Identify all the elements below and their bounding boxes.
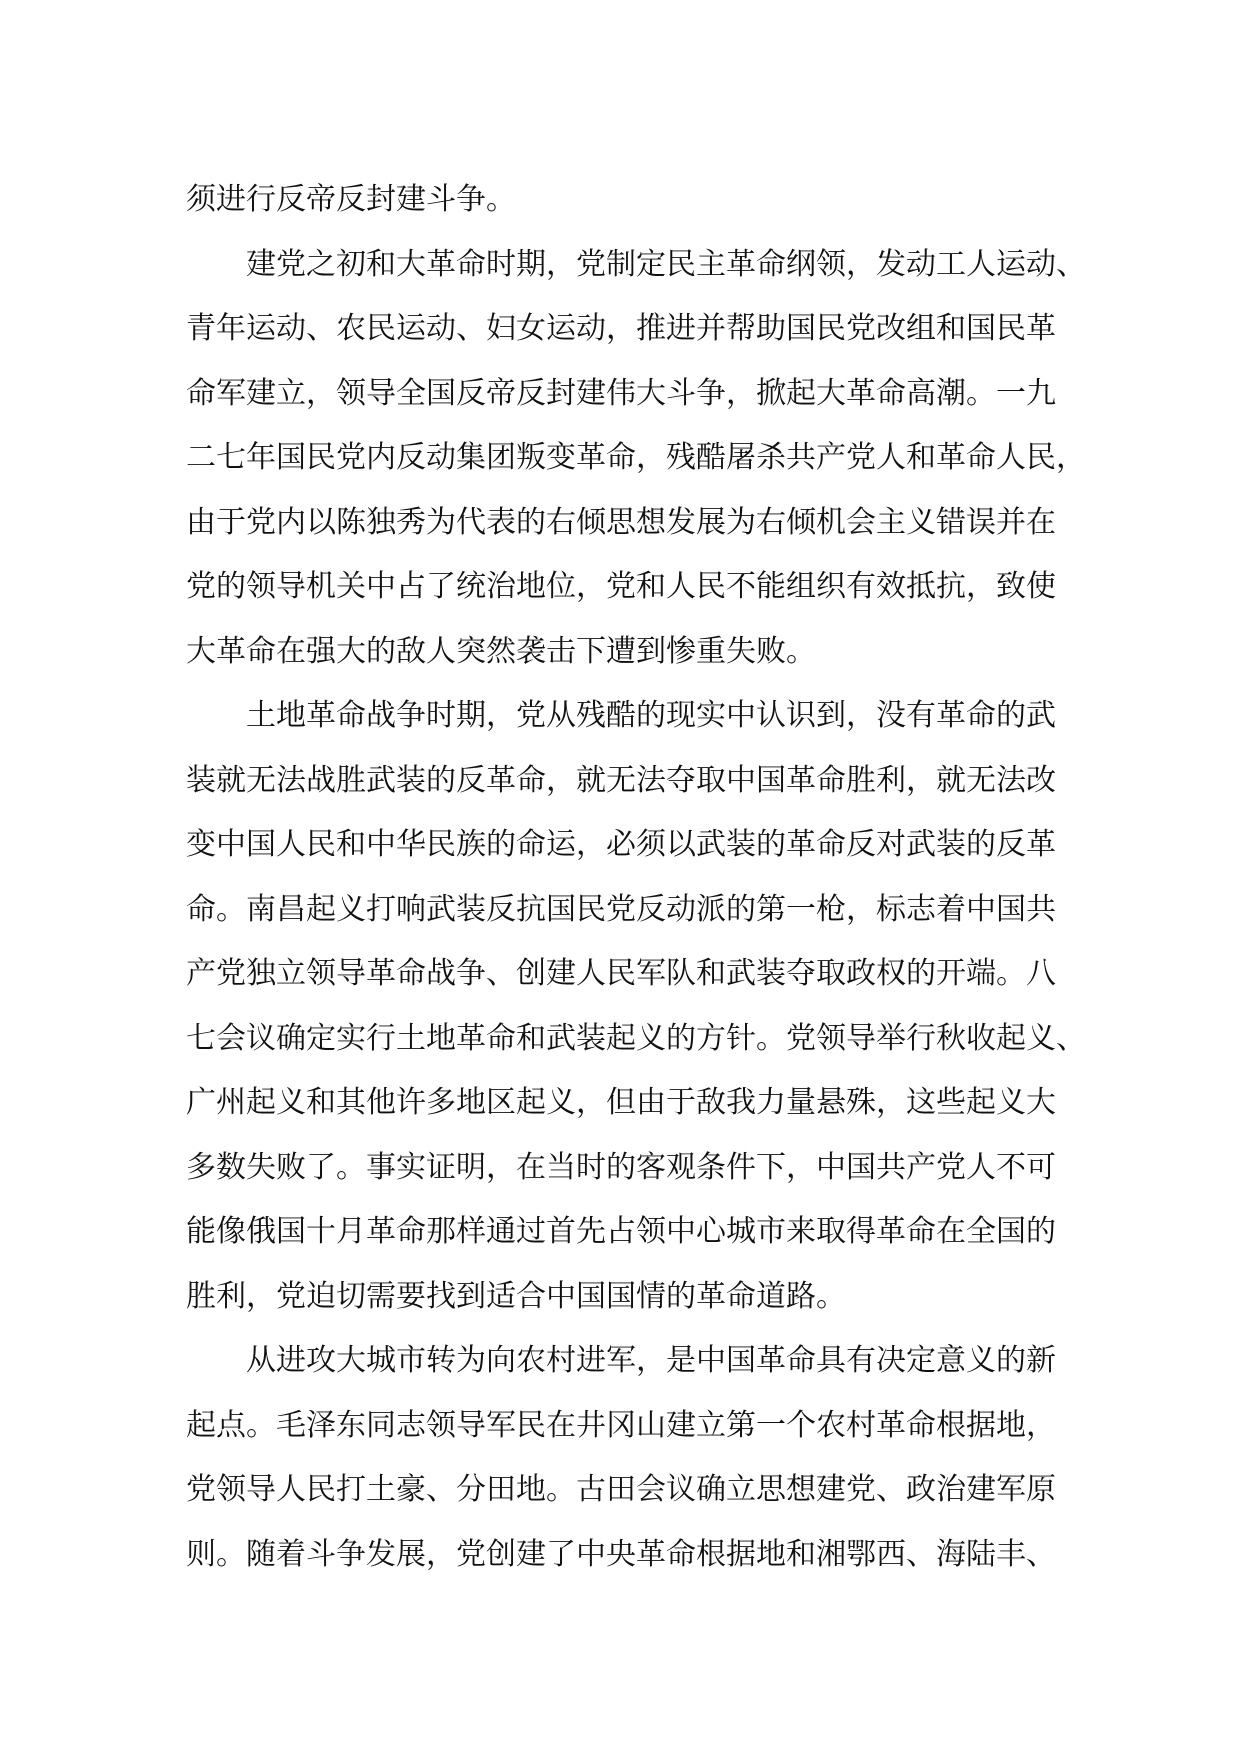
text-line: 青年运动、农民运动、妇女运动，推进并帮助国民党改组和国民革 bbox=[186, 311, 1056, 346]
text-line: 广州起义和其他许多地区起义，但由于敌我力量悬殊，这些起义大 bbox=[186, 1085, 1056, 1120]
text-line: 命军建立，领导全国反帝反封建伟大斗争，掀起大革命高潮。一九 bbox=[186, 375, 1056, 411]
paragraph-first-line: 建党之初和大革命时期，党制定民主革命纲领，发动工人运动、 bbox=[246, 246, 1086, 282]
text-line: 则。随着斗争发展，党创建了中央革命根据地和湘鄂西、海陆丰、 bbox=[186, 1536, 1056, 1572]
text-line: 命。南昌起义打响武装反抗国民党反动派的第一枪，标志着中国共 bbox=[186, 891, 1056, 927]
text-line: 起点。毛泽东同志领导军民在井冈山建立第一个农村革命根据地， bbox=[186, 1407, 1056, 1443]
text-line: 由于党内以陈独秀为代表的右倾思想发展为右倾机会主义错误并在 bbox=[186, 504, 1056, 540]
text-line: 能像俄国十月革命那样通过首先占领中心城市来取得革命在全国的 bbox=[186, 1214, 1056, 1249]
text-line: 胜利，党迫切需要找到适合中国国情的革命道路。 bbox=[186, 1278, 846, 1314]
text-line: 产党独立领导革命战争、创建人民军队和武装夺取政权的开端。八 bbox=[186, 956, 1056, 991]
text-line: 党的领导机关中占了统治地位，党和人民不能组织有效抵抗，致使 bbox=[186, 569, 1056, 604]
paragraph-first-line: 土地革命战争时期，党从残酷的现实中认识到，没有革命的武 bbox=[246, 698, 1056, 733]
body-text bbox=[186, 168, 1086, 1587]
text-line: 变中国人民和中华民族的命运，必须以武装的革命反对武装的反革 bbox=[186, 827, 1056, 862]
text-line: 须进行反帝反封建斗争。 bbox=[186, 182, 516, 217]
text-line: 大革命在强大的敌人突然袭击下遭到惨重失败。 bbox=[186, 633, 816, 669]
text-line: 党领导人民打土豪、分田地。古田会议确立思想建党、政治建军原 bbox=[186, 1472, 1056, 1507]
text-line: 多数失败了。事实证明，在当时的客观条件下，中国共产党人不可 bbox=[186, 1149, 1056, 1185]
paragraph-first-line: 从进攻大城市转为向农村进军，是中国革命具有决定意义的新 bbox=[246, 1343, 1056, 1378]
text-line: 七会议确定实行土地革命和武装起义的方针。党领导举行秋收起义、 bbox=[186, 1020, 1086, 1056]
text-line: 二七年国民党内反动集团叛变革命，残酷屠杀共产党人和革命人民， bbox=[186, 440, 1086, 475]
text-line: 装就无法战胜武装的反革命，就无法夺取中国革命胜利，就无法改 bbox=[186, 762, 1056, 798]
